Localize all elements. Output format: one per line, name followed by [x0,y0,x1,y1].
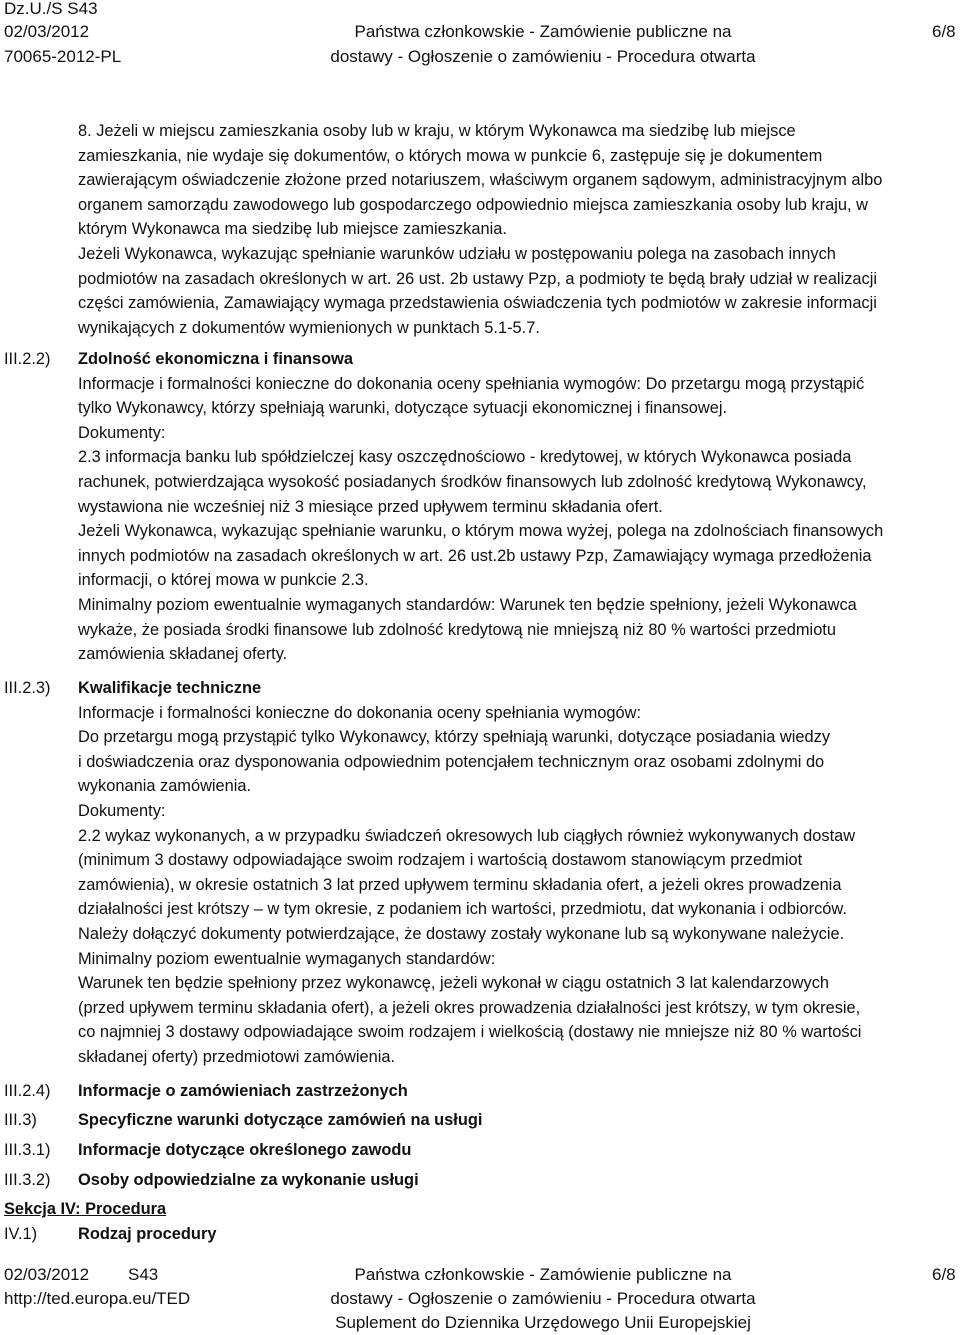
text-line: wykonania zamówienia. [78,777,252,796]
journal-id: Dz.U./S S43 [4,0,98,18]
heading-service-conditions: Specyficzne warunki dotyczące zamówień na usługi [78,1111,483,1129]
footer-title-line3: Suplement do Dziennika Urzędowego Unii Europejskiej [335,1313,751,1332]
heading-procedure-type: Rodzaj procedury [78,1225,217,1243]
text-line: Jeżeli Wykonawca, wykazując spełnianie warunków udziału w postępowaniu polega na zasobach innych [78,244,836,263]
text-line: Do przetargu mogą przystąpić tylko Wykonawcy, którzy spełniają warunki, dotyczące posiadania wiedzy [78,728,831,747]
header-page-number: 6/8 [932,22,956,41]
text-line: wynikających z dokumentów wymienionych w punktach 5.1-5.7. [78,318,540,337]
text-line: Minimalny poziom ewentualnie wymaganych standardów: [78,949,496,968]
text-line: tylko Wykonawcy, którzy spełniają warunki, dotyczące sytuacji ekonomicznej i finansowej. [78,399,728,418]
text-line: podmiotów na zasadach określonych w art. 26 ust. 2b ustawy Pzp, a podmioty te będą brały udział w realizacji [78,269,878,288]
header-date: 02/03/2012 [4,22,90,41]
text-line: i doświadczenia oraz dysponowania odpowiednim potencjałem technicznym oraz osobami zdolnymi do [78,752,825,771]
text-line: zawierającym oświadczenie złożone przed notariuszem, właściwym organem sądowym, administracyjnym albo [78,171,883,190]
section-heading: Kwalifikacje techniczne [78,679,262,697]
header-title-line1: Państwa członkowskie - Zamówienie publiczne na [354,22,732,41]
text-line: co najmniej 3 dostawy odpowiadające swoim rodzajem i wielkością (dostawy nie mniejsze niż 80 % wartości [78,1023,862,1042]
text-line: Minimalny poziom ewentualnie wymaganych standardów: Warunek ten będzie spełniony, jeżeli Wykonawca [78,595,857,614]
header-title-line2: dostawy - Ogłoszenie o zamówieniu - Procedura otwarta [330,47,756,66]
section-heading: Zdolność ekonomiczna i finansowa [78,350,354,368]
notice-ref: 70065-2012-PL [4,47,122,66]
text-line: zamieszkania, nie wydaje się dokumentów, o których mowa w punkcie 6, zastępuje się je dokumentem [78,146,823,165]
section-number-iii-3: III.3) [4,1111,37,1129]
text-line: Dokumenty: [78,423,166,442]
text-line: innych podmiotów na zasadach określonych w art. 26 ust.2b ustawy Pzp, Zamawiający wymaga przedłożenia [78,546,872,565]
heading-profession: Informacje dotyczące określonego zawodu [78,1141,412,1159]
section-number-iii-2-2: III.2.2) [4,350,51,368]
text-line: wykaże, że posiada środki finansowe lub zdolność kredytową nie mniejszą niż 80 % wartości przedmiotu [78,620,836,639]
section-number-iii-2-4: III.2.4) [4,1082,51,1100]
text-line: Informacje i formalności konieczne do dokonania oceny spełniania wymogów: Do przetargu mogą przystąpić [78,374,865,393]
heading-responsible-persons: Osoby odpowiedzialne za wykonanie usługi [78,1171,419,1189]
text-line: Informacje i formalności konieczne do dokonania oceny spełniania wymogów: [78,703,642,722]
section-economic-capacity [78,347,956,667]
text-line: działalności jest krótszy – w tym okresie, z podaniem ich wartości, przedmiotu, dat wykonania i odbiorców. [78,900,847,919]
text-line: 8. Jeżeli w miejscu zamieszkania osoby lub w kraju, w którym Wykonawca ma siedzibę lub miejsce [78,122,796,140]
text-line: organem samorządu zawodowego lub gospodarczego odpowiednio miejsca zamieszkania osoby lub kraju, w [78,195,868,214]
section-iv-title: Sekcja IV: Procedura [4,1200,167,1218]
block-documents-text [78,119,956,340]
section-number-iii-3-1: III.3.1) [4,1141,51,1159]
footer-title-line2: dostawy - Ogłoszenie o zamówieniu - Procedura otwarta [330,1289,756,1308]
footer-title-line1: Państwa członkowskie - Zamówienie publiczne na [354,1265,732,1284]
text-line: zamówienia składanej oferty. [78,645,288,664]
text-line: wystawiona nie wcześniej niż 3 miesiące przed upływem terminu składania ofert. [78,497,663,516]
text-line: Należy dołączyć dokumenty potwierdzające, że dostawy zostały wykonane lub są wykonywane należycie. [78,924,845,943]
section-technical-capacity [78,676,956,1070]
footer-page-number: 6/8 [932,1265,956,1284]
heading-reserved-contracts: Informacje o zamówieniach zastrzeżonych [78,1082,408,1100]
footer-url-link[interactable]: http://ted.europa.eu/TED [4,1289,191,1308]
text-line: Warunek ten będzie spełniony przez wykonawcę, jeżeli wykonał w ciągu ostatnich 3 lat kalendarzowych [78,974,830,993]
text-line: 2.3 informacja banku lub spółdzielczej kasy oszczędnościowo - kredytowej, w których Wykonawca posiada [78,448,852,467]
text-line: 2.2 wykaz wykonanych, a w przypadku świadczeń okresowych lub ciągłych również wykonywanych dostaw [78,826,856,845]
footer-date: 02/03/2012 [4,1265,90,1284]
text-line: którym Wykonawca ma siedzibę lub miejsce zamieszkania. [78,220,507,239]
text-line: rachunek, potwierdzająca wysokość posiadanych środków finansowych lub zdolność kredytową Wykonawcy, [78,472,867,491]
text-line: Dokumenty: [78,801,166,820]
text-line: (minimum 3 dostawy odpowiadające swoim rodzajem i wartością dostawom stanowiącym przedmiot [78,851,803,870]
text-line: informacji, o której mowa w punkcie 2.3. [78,571,369,590]
text-line: zamówienia), w okresie ostatnich 3 lat przed upływem terminu składania ofert, a jeżeli okres prowadzenia [78,875,842,894]
section-number-iii-3-2: III.3.2) [4,1171,51,1189]
text-line: składanej oferty) przedmiotowi zamówienia. [78,1047,396,1066]
footer-series: S43 [128,1265,159,1284]
text-line: Jeżeli Wykonawca, wykazując spełnianie warunku, o którym mowa wyżej, polega na zdolnościach finansowych [78,522,884,541]
section-number-iii-2-3: III.2.3) [4,679,51,697]
text-line: części zamówienia, Zamawiający wymaga przedstawienia oświadczenia tych podmiotów w zakresie informacji [78,294,877,313]
section-number-iv-1: IV.1) [4,1225,38,1243]
text-line: (przed upływem terminu składania ofert), a jeżeli okres prowadzenia działalności jest krótszy, w tym okresie, [78,998,861,1017]
